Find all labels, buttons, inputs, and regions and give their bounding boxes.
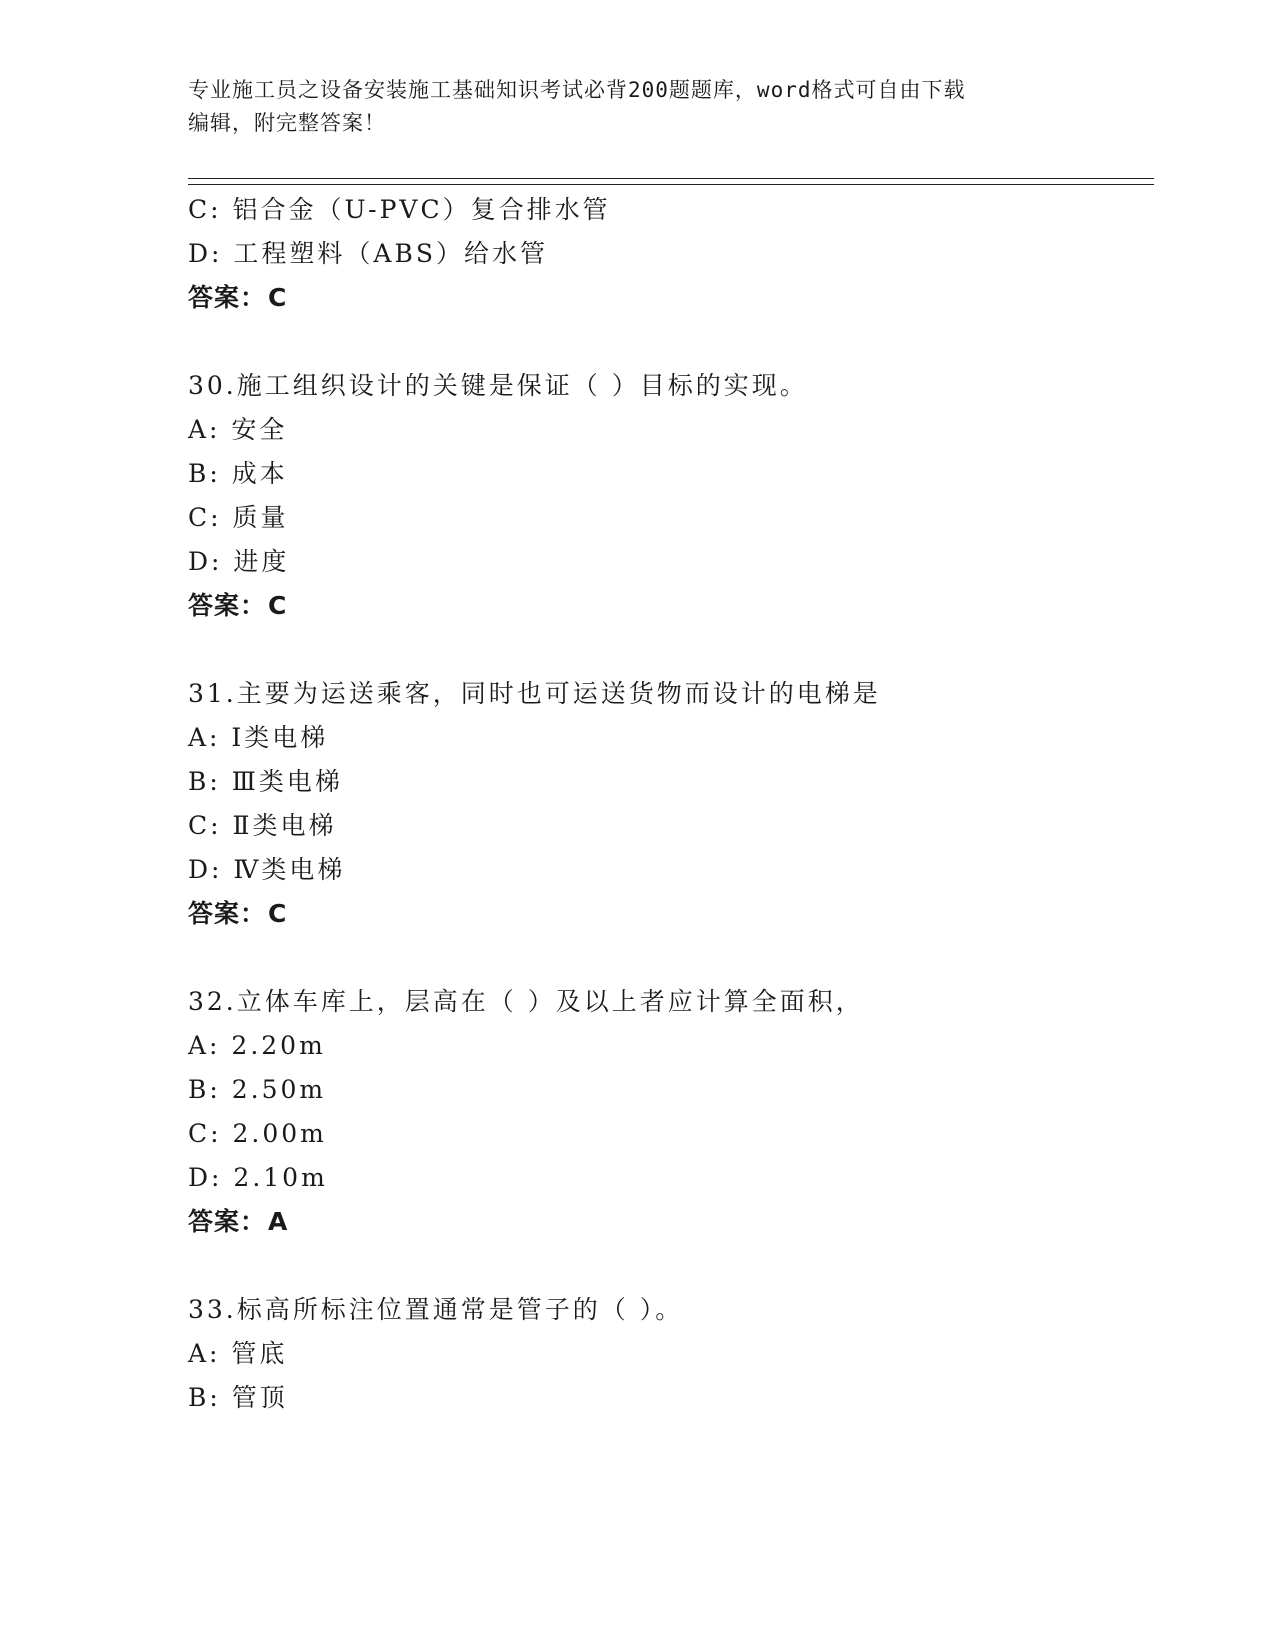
answer-q29 [188,282,287,314]
answer-label: 答案： [188,1207,267,1236]
option-a-q30: A: 安全 [188,415,288,444]
header-divider-top [188,178,1154,179]
option-c-q30: C: 质量 [188,503,289,532]
answer-value: A [268,1207,289,1236]
question-33: 33.标高所标注位置通常是管子的（ ）。 [188,1295,684,1324]
option-d-q29: D: 工程塑料（ABS）给水管 [188,239,548,268]
option-b-q32: B: 2.50m [188,1075,327,1104]
option-b-q30: B: 成本 [188,459,288,488]
answer-label: 答案： [188,283,267,312]
option-a-q31: A: Ⅰ类电梯 [188,723,329,752]
option-c-q31: C: Ⅱ类电梯 [188,811,337,840]
option-c-q32: C: 2.00m [188,1119,327,1148]
answer-value: C [268,899,288,928]
header-title-line-2: 编辑，附完整答案！ [188,111,386,135]
header-divider-bottom [188,184,1154,185]
option-c-q29: C: 铝合金（U-PVC）复合排水管 [188,195,611,224]
option-b-q33: B: 管顶 [188,1383,288,1412]
question-31: 31.主要为运送乘客，同时也可运送货物而设计的电梯是 [188,679,881,708]
option-a-q32: A: 2.20m [188,1031,326,1060]
document-header [188,74,1088,140]
answer-q30 [188,590,287,622]
answer-q32 [188,1206,288,1238]
answer-value: C [268,591,288,620]
question-30: 30.施工组织设计的关键是保证（ ）目标的实现。 [188,371,808,400]
option-b-q31: B: Ⅲ类电梯 [188,767,343,796]
header-title-line-1: 专业施工员之设备安装施工基础知识考试必背200题题库，word格式可自由下载 [188,78,966,102]
answer-label: 答案： [188,591,267,620]
answer-label: 答案： [188,899,267,928]
option-d-q32: D: 2.10m [188,1163,328,1192]
option-a-q33: A: 管底 [188,1339,288,1368]
option-d-q31: D: Ⅳ类电梯 [188,855,346,884]
option-d-q30: D: 进度 [188,547,290,576]
answer-value: C [268,283,288,312]
question-32: 32.立体车库上，层高在（ ）及以上者应计算全面积， [188,987,864,1016]
answer-q31 [188,898,287,930]
